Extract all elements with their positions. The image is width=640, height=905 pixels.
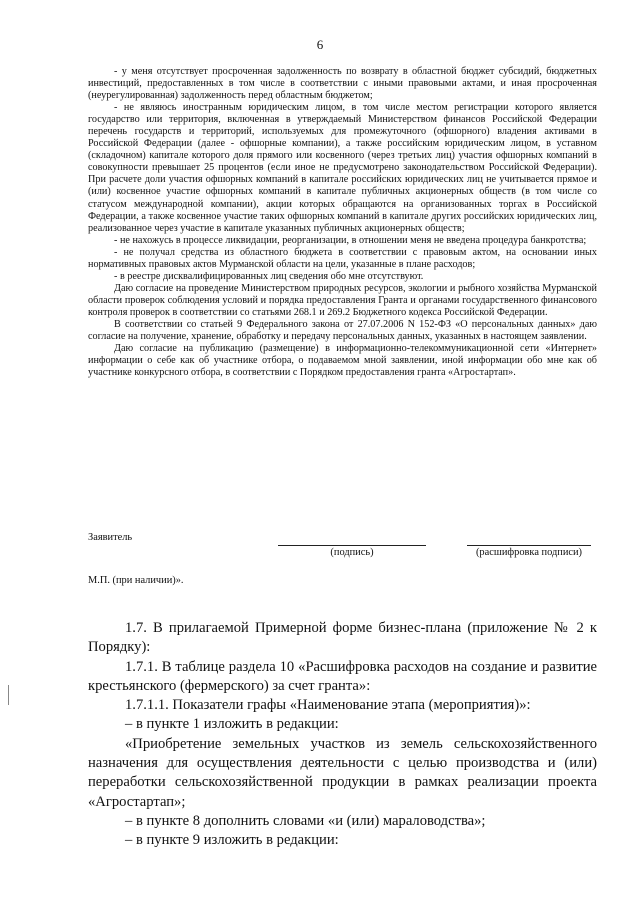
decoding-caption: (расшифровка подписи): [475, 547, 583, 558]
clause-no-budget-funds: - не получал средства из областного бюджета в соответствии с правовым актом, на основании иных нормативных правовых актов Мурманской области на цели, указанные в плане расходов;: [88, 246, 597, 270]
decoding-line: [467, 545, 591, 546]
amendment-item-1: – в пункте 1 изложить в редакции:: [125, 716, 339, 733]
consent-publication: Даю согласие на публикацию (размещение) в информационно-телекоммуникационной сети «Интернет» информации о себе как об участнике отбора, о подаваемом мной заявлении, иной информации обо мне как об участнике конкурсного отбора, в соответствии с Порядком предоставления гранта «Агростартап».: [88, 343, 597, 379]
signature-caption: (подпись): [330, 547, 374, 558]
clause-not-disqualified: - в реестре дисквалифицированных лиц сведения обо мне отсутствуют.: [114, 270, 424, 282]
clause-not-liquidation: - не нахожусь в процессе ликвидации, реорганизации, в отношении меня не введена процедура банкротства;: [114, 234, 587, 246]
amendment-item-1-text: «Приобретение земельных участков из земель сельскохозяйственного назначения для осуществления деятельности с целью производства и (или) переработки сельскохозяйственной продукции в рамках реализации проекта «Агростартап»;: [88, 735, 597, 810]
amendment-1-7-1: 1.7.1. В таблице раздела 10 «Расшифровка расходов на создание и развитие крестьянского (фермерского) за счет гранта»:: [88, 658, 597, 694]
applicant-label: Заявитель: [88, 532, 133, 543]
clause-no-debt: - у меня отсутствует просроченная задолженность по возврату в областной бюджет субсидий, бюджетных инвестиций, предоставленных в том числе в соответствии с иными правовыми актами, и иная просроченная (неурегулированная) задолженность перед областным бюджетом;: [88, 66, 597, 102]
consent-clauses: [88, 66, 597, 379]
page-number: 6: [316, 37, 324, 52]
amendment-1-7: 1.7. В прилагаемой Примерной форме бизнес-плана (приложение № 2 к Порядку):: [88, 620, 597, 656]
clause-not-offshore: - не являюсь иностранным юридическим лицом, в том числе местом регистрации которого является государство или территория, включенная в утверждаемый Министерством финансов Российской Федерации перечень государств и территорий, используемых для промежуточного (офшорного) владения активами в Российской Федерации (далее - офшорные компании), а также российским юридическим лицом, в уставном (складочном) капитале которого доля прямого или косвенного (через третьих лиц) участия офшорных компаний в совокупности превышает 25 процентов (если иное не предусмотрено законодательством Российской Федерации). При расчете доли участия офшорных компаний в капитале российских юридических лиц не учитывается прямое и (или) косвенное участие офшорных компаний в капитале публичных акционерных обществ (в том числе со статусом международной компании), акции которых обращаются на организованных торгах в Российской Федерации, а также косвенное участие таких офшорных компаний в капитале других российских юридических лиц, реализованное через участие в капитале указанных публичных акционерных обществ;: [88, 102, 597, 234]
amendment-item-8: – в пункте 8 дополнить словами «и (или) мараловодства»;: [125, 812, 486, 829]
amendment-1-7-1-1: 1.7.1.1. Показатели графы «Наименование этапа (мероприятия)»:: [125, 697, 531, 714]
stamp-note: М.П. (при наличии)».: [88, 575, 184, 586]
amendment-item-9: – в пункте 9 изложить в редакции:: [125, 832, 339, 849]
signature-line: [278, 545, 426, 546]
margin-mark: [8, 685, 9, 705]
consent-inspections: Даю согласие на проведение Министерством природных ресурсов, экологии и рыбного хозяйства Мурманской области проверок соблюдения условий и порядка предоставления Гранта и органами государственного финансового контроля проверок в соответствии со статьями 268.1 и 269.2 Бюджетного кодекса Российской Федерации.: [88, 282, 597, 318]
amendments-text: [88, 619, 597, 851]
consent-personal-data: В соответствии со статьей 9 Федерального закона от 27.07.2006 N 152-ФЗ «О персональных данных» даю согласие на получение, хранение, обработку и передачу персональных данных, указанных в настоящем заявлении.: [88, 318, 597, 343]
